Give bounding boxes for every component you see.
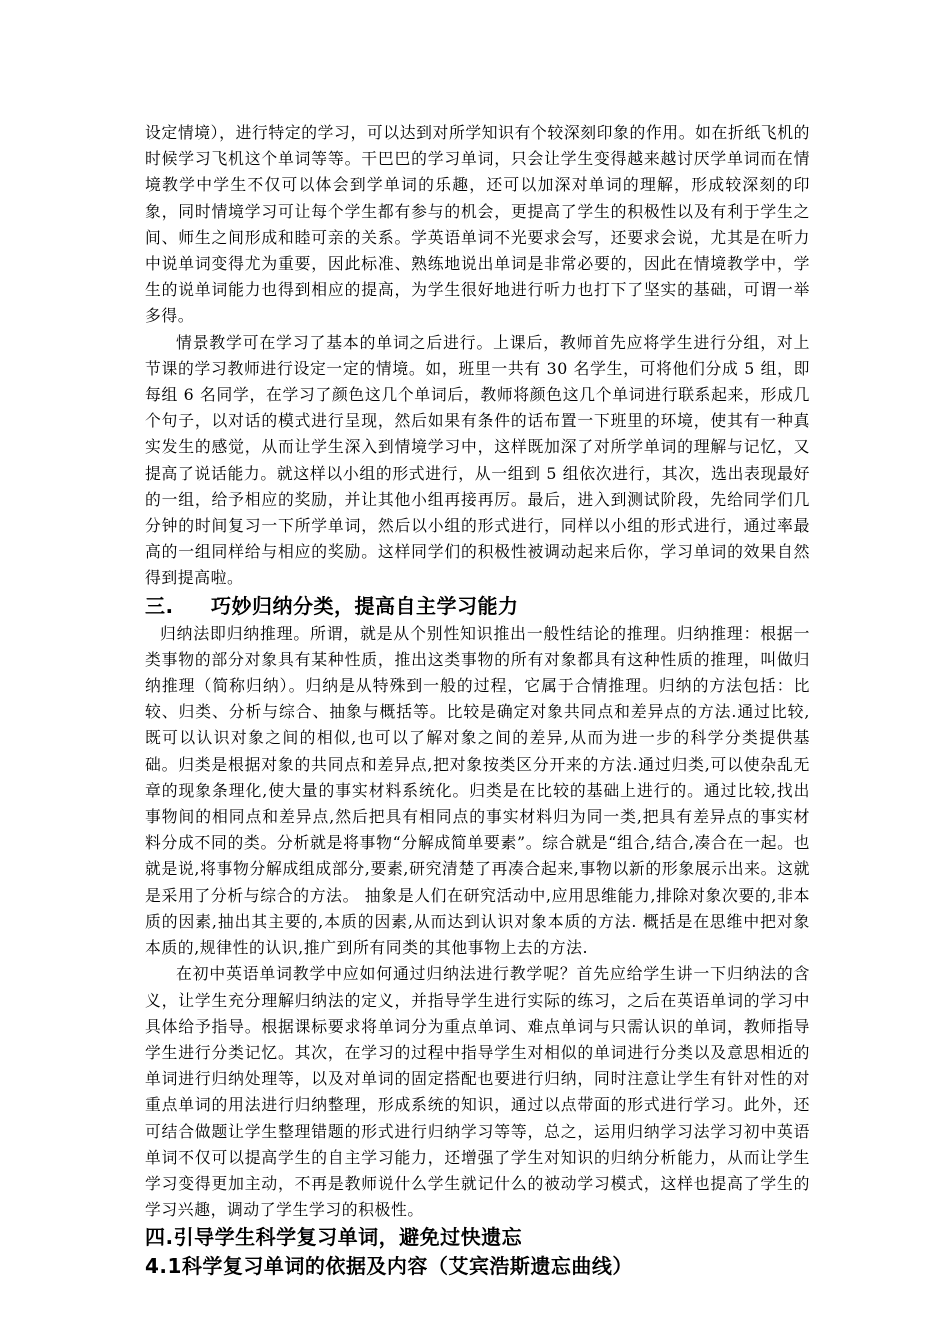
paragraph-situational-teaching-steps: 情景教学可在学习了基本的单词之后进行。上课后，教师首先应将学生进行分组，对上节课的学习教师进行设定一定的情境。如，班里一共有 30 名学生，可将他们分成 5 组，即每组 6 名同学，在学习了颜色这几个单词后，教师将颜色这几个单词进行联系起来，形成几个句子，以对话的模式进行呈现，然后如果有条件的话布置一下班里的环境，使其有一种真实发生的感觉，从而让学生深入到情境学习中，这样既加深了对所学单词的理解与记忆，又提高了说话能力。就这样以小组的形式进行，从一组到 5 组依次进行，其次，选出表现最好的一组，给予相应的奖励，并让其他小组再接再厉。最后，进入到测试阶段，先给同学们几分钟的时间复习一下所学单词，然后以小组的形式进行，同样以小组的形式进行，通过率最高的一组同样给与相应的奖励。这样同学们的积极性被调动起来后你，学习单词的效果自然得到提高啦。	[145, 332, 810, 588]
subsection-heading-4-1: 4.1科学复习单词的依据及内容（艾宾浩斯遗忘曲线）	[145, 1254, 633, 1279]
paragraph-induction-teaching: 在初中英语单词教学中应如何通过归纳法进行教学呢？首先应给学生讲一下归纳法的含义，让学生充分理解归纳法的定义，并指导学生进行实际的练习，之后在英语单词的学习中具体给予指导。根据课标要求将单词分为重点单词、难点单词与只需认识的单词，教师指导学生进行分类记忆。其次，在学习的过程中指导学生对相似的单词进行分类以及意思相近的单词进行归纳处理等，以及对单词的固定搭配也要进行归纳，同时注意让学生有针对性的对重点单词的用法进行归纳整理，形成系统的知识，通过以点带面的形式进行学习。此外，还可结合做题让学生整理错题的形式进行归纳学习等等，总之，运用归纳学习法学习初中英语单词不仅可以提高学生的自主学习能力，还增强了学生对知识的归纳分析能力，从而让学生学习变得更加主动，不再是教师说什么学生就记什么的被动学习模式，这样也提高了学生的学习兴趣，调动了学生学习的积极性。	[145, 964, 810, 1220]
section-title: 巧妙归纳分类，提高自主学习能力	[211, 593, 519, 618]
section-heading-3	[145, 592, 810, 621]
section-number: 三.	[145, 593, 174, 618]
paragraph-induction-method: 归纳法即归纳推理。所谓，就是从个别性知识推出一般性结论的推理。归纳推理：根据一类事物的部分对象具有某种性质，推出这类事物的所有对象都具有这种性质的推理，叫做归纳推理（简称归纳）。归纳是从特殊到一般的过程，它属于合情推理。归纳的方法包括：比较、归类、分析与综合、抽象与概括等。比较是确定对象共同点和差异点的方法.通过比较,既可以认识对象之间的相似,也可以了解对象之间的差异,从而为进一步的科学分类提供基础。归类是根据对象的共同点和差异点,把对象按类区分开来的方法.通过归类,可以使杂乱无章的现象条理化,使大量的事实材料系统化。归类是在比较的基础上进行的。通过比较,找出事物间的相同点和差异点,然后把具有相同点的事实材料归为同一类,把具有差异点的事实材料分成不同的类。分析就是将事物“分解成简单要素”。综合就是“组合,结合,凑合在一起。也就是说,将事物分解成组成部分,要素,研究清楚了再凑合起来,事物以新的形象展示出来。这就是采用了分析与综合的方法。 抽象是人们在研究活动中,应用思维能力,排除对象次要的,非本质的因素,抽出其主要的,本质的因素,从而达到认识对象本质的方法. 概括是在思维中把对象本质的,规律性的认识,推广到所有同类的其他事物上去的方法.	[145, 623, 810, 958]
paragraph-situational-learning: 设定情境），进行特定的学习，可以达到对所学知识有个较深刻印象的作用。如在折纸飞机的时候学习飞机这个单词等等。干巴巴的学习单词，只会让学生变得越来越讨厌学单词而在情境教学中学生不仅可以体会到学单词的乐趣，还可以加深对单词的理解，形成较深刻的印象，同时情境学习可让每个学生都有参与的机会，更提高了学生的积极性以及有利于学生之间、师生之间形成和睦可亲的关系。学英语单词不光要求会写，还要求会说，尤其是在听力中说单词变得尤为重要，因此标准、熟练地说出单词是非常必要的，因此在情境教学中，学生的说单词能力也得到相应的提高，为学生很好地进行听力也打下了坚实的基础，可谓一举多得。	[145, 123, 810, 326]
section-heading-4: 四.引导学生科学复习单词，避免过快遗忘	[145, 1225, 523, 1250]
document-page	[145, 120, 810, 1280]
